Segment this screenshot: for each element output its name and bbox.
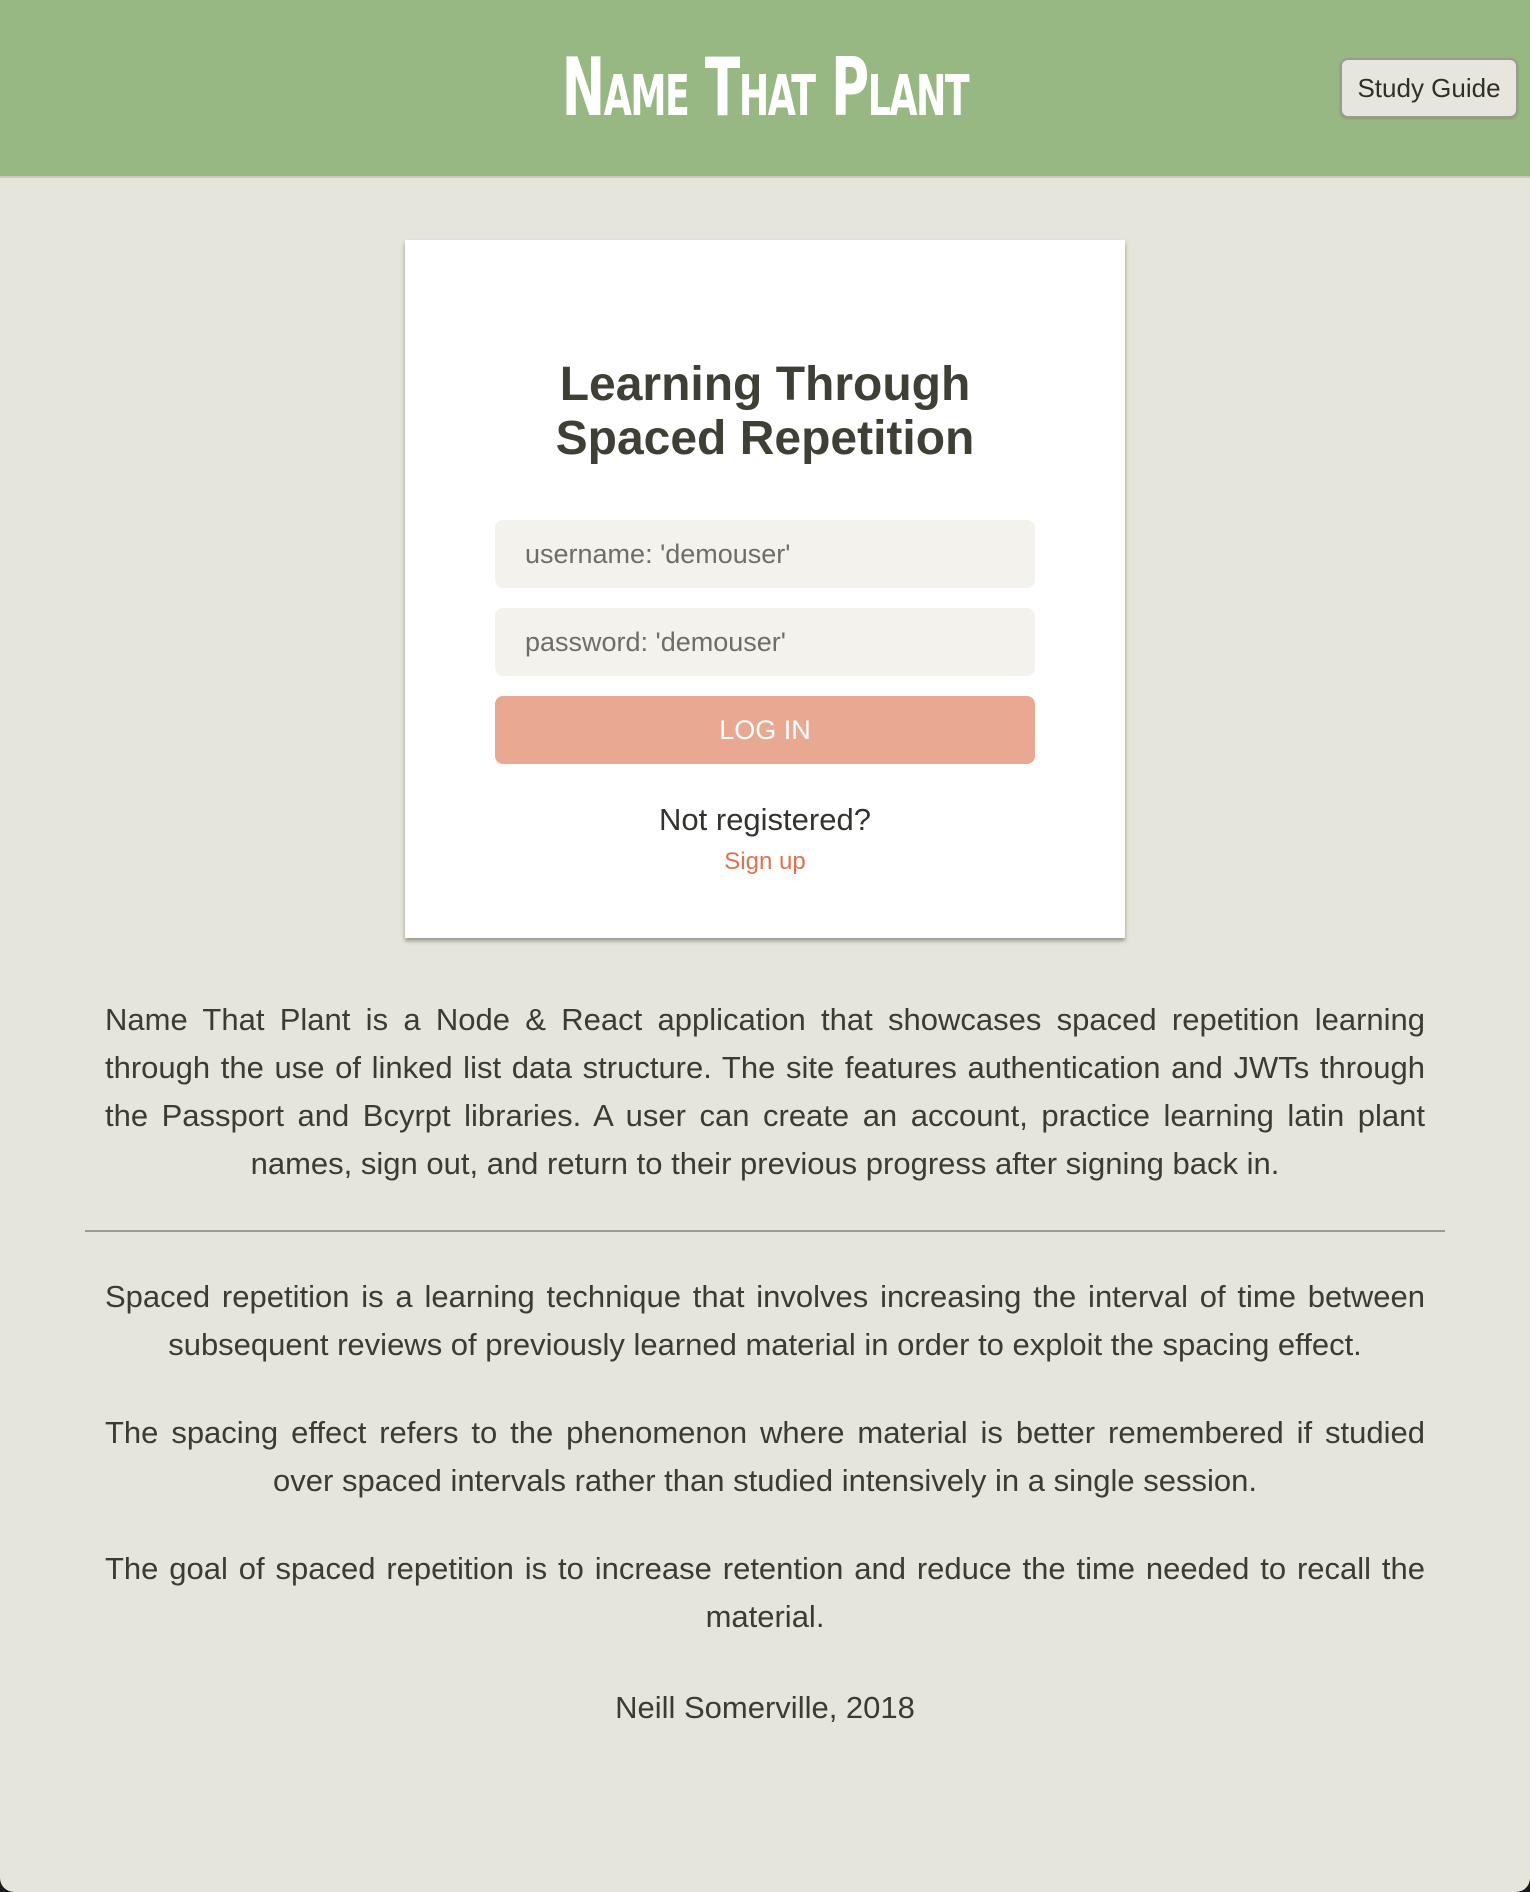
app-title: Name That Plant bbox=[561, 41, 969, 134]
username-input[interactable] bbox=[495, 520, 1035, 588]
not-registered-text: Not registered? bbox=[659, 802, 871, 837]
login-card bbox=[405, 240, 1125, 938]
app-header bbox=[0, 0, 1530, 178]
divider bbox=[85, 1230, 1445, 1232]
about-paragraph: Name That Plant is a Node & React application that showcases spaced repetition learning through the use of linked list data structure. The site features authentication and JWTs through the Passport and Bcyrpt libraries. A user can create an account, practice learning latin plant names, sign out, and return to their previous progress after signing back in. bbox=[105, 1002, 1425, 1181]
author-credit: Neill Somerville, 2018 bbox=[615, 1690, 915, 1725]
password-input[interactable] bbox=[495, 608, 1035, 676]
login-button[interactable]: LOG IN bbox=[495, 696, 1035, 764]
login-heading bbox=[405, 358, 1125, 466]
spacing-effect-paragraph: The spacing effect refers to the phenomenon where material is better remembered if studied over spaced intervals rather than studied intensively in a single session. bbox=[105, 1415, 1425, 1498]
sign-up-link[interactable]: Sign up bbox=[724, 848, 806, 875]
spaced-repetition-paragraph: Spaced repetition is a learning technique that involves increasing the interval of time between subsequent reviews of previously learned material in order to exploit the spacing effect. bbox=[105, 1279, 1425, 1362]
goal-paragraph: The goal of spaced repetition is to increase retention and reduce the time needed to recall the material. bbox=[105, 1551, 1425, 1634]
login-heading-line-2: Spaced Repetition bbox=[555, 412, 975, 465]
login-heading-line-1: Learning Through bbox=[559, 358, 971, 411]
study-guide-button[interactable]: Study Guide bbox=[1340, 58, 1518, 118]
